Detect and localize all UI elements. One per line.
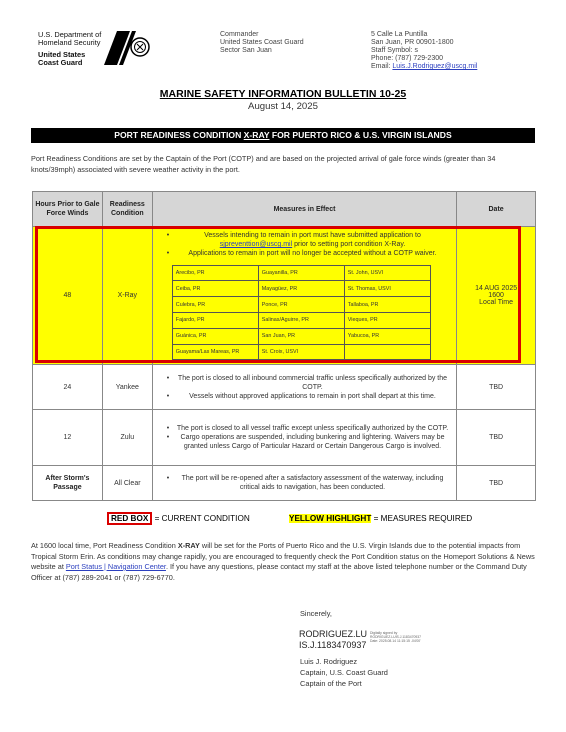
port-status-link[interactable]: Port Status | Navigation Center: [65, 562, 166, 571]
address-line-2: San Juan, PR 00901-1800: [371, 39, 454, 46]
closing-condition: X-RAY: [177, 541, 200, 550]
yankee-bullet-1: • The port is closed to all inbound commercial traffic unless specifically authorized by the COTP.: [175, 374, 450, 392]
address-line-1: 5 Calle La Puntilla: [371, 31, 428, 38]
email-line: [371, 63, 477, 71]
port-cell: St. Thomas, USVI: [344, 281, 430, 297]
banner-pre: PORT READINESS CONDITION: [114, 130, 244, 140]
yankee-condition: Yankee: [102, 365, 152, 410]
allclear-hours: After Storm's Passage: [33, 466, 103, 501]
xray-email-link[interactable]: sjpreventtion@uscg.mil: [219, 241, 293, 249]
intro-paragraph: Port Readiness Conditions are set by the Captain of the Port (COTP) and are based on the projected arrival of gale force winds (greater than 34 knots/39mph) associated with severe weather activity in the port.: [31, 154, 496, 174]
xray-bullet-1-post: prior to setting port condition X-Ray.: [292, 241, 406, 249]
digital-small-2: RODRIGUEZ.LUIS.J.1183470937: [370, 635, 422, 639]
table-row-allclear: [33, 466, 536, 501]
address-block: [371, 31, 477, 71]
header-hours: Hours Prior to Gale Force Winds: [33, 192, 103, 227]
closing-paragraph: [31, 541, 538, 583]
yankee-hours: 24: [33, 365, 103, 410]
signer-title-1: Captain, U.S. Coast Guard: [300, 668, 388, 677]
banner-condition: X-RAY: [243, 130, 270, 140]
port-cell: Culebra, PR: [172, 297, 258, 313]
zulu-date: TBD: [457, 410, 536, 466]
email-label: Email:: [371, 63, 391, 70]
command-line-1: Commander: [220, 31, 259, 38]
port-cell: Ceiba, PR: [172, 281, 258, 297]
condition-banner: [31, 128, 535, 143]
digital-small-1: Digitally signed by: [370, 631, 398, 635]
legend-red: [107, 514, 250, 523]
legend-red-text: = CURRENT CONDITION: [152, 514, 250, 523]
port-cell: Vieques, PR: [344, 313, 430, 329]
table-row-yankee: [33, 365, 536, 410]
agency-line-2: Homeland Security: [38, 38, 101, 48]
xray-date-line-3: Local Time: [479, 299, 514, 307]
coast-guard-logo-icon: [104, 31, 150, 65]
port-cell: Arecibo, PR: [172, 265, 258, 281]
xray-bullet-2: • Applications to remain in port will no longer be accepted without a COTP waiver.: [175, 249, 450, 258]
port-cell: Guayama/Las Mareas, PR: [172, 344, 258, 360]
yankee-date: TBD: [457, 365, 536, 410]
port-cell: St. John, USVI: [344, 265, 430, 281]
port-cell: Yabucoa, PR: [344, 328, 430, 344]
port-cell: St. Croix, USVI: [258, 344, 344, 360]
digital-small-3: Date: 2025.08.14 11:15:15 -04'00': [370, 639, 421, 643]
command-line-3: Sector San Juan: [220, 47, 272, 54]
port-cell: Salinas/Aguirre, PR: [258, 313, 344, 329]
legend-yellow-text: = MEASURES REQUIRED: [371, 514, 473, 523]
command-block: [220, 31, 304, 55]
command-line-2: United States Coast Guard: [220, 39, 304, 46]
allclear-bullet-1: • The port will be re-opened after a satisfactory assessment of the waterway, including critical aids to navigation, has been conducted.: [175, 474, 450, 492]
agency-line-1: U.S. Department of: [38, 30, 102, 39]
banner-post: FOR PUERTO RICO & U.S. VIRGIN ISLANDS: [269, 130, 452, 140]
xray-date-line-1: 14 AUG 2025: [475, 285, 518, 293]
port-cell: Tallaboa, PR: [344, 297, 430, 313]
yankee-measures: [152, 365, 456, 410]
legend-yellow-label: YELLOW HIGHLIGHT: [289, 514, 372, 523]
port-cell: San Juan, PR: [258, 328, 344, 344]
zulu-condition: Zulu: [102, 410, 152, 466]
email-link[interactable]: Luis.J.Rodriguez@uscg.mil: [392, 63, 478, 70]
current-condition-red-box: [35, 226, 521, 363]
digital-signature: [299, 629, 367, 651]
xray-condition: X-Ray: [102, 227, 152, 365]
agency-line-4: Coast Guard: [38, 57, 83, 67]
address-line-4: Phone: (787) 729-2300: [371, 55, 443, 62]
table-row-zulu: [33, 410, 536, 466]
xray-bullet-1-pre: Vessels intending to remain in port must have submitted application to: [204, 232, 421, 239]
header-condition: Readiness Condition: [102, 192, 152, 227]
allclear-date: TBD: [457, 466, 536, 501]
signer-title-2: Captain of the Port: [300, 679, 362, 688]
yankee-bullet-2: • Vessels without approved applications to remain in port shall depart at this time.: [175, 392, 450, 401]
legend-red-label: RED BOX: [107, 512, 152, 525]
xray-hours: 48: [33, 227, 103, 365]
agency-block: [38, 31, 101, 67]
allclear-measures: [152, 466, 456, 501]
header-date: Date: [457, 192, 536, 227]
port-cell: Mayagüez, PR: [258, 281, 344, 297]
digital-signature-line-2: IS.J.1183470937: [299, 640, 367, 650]
header-measures: Measures in Effect: [152, 192, 456, 227]
xray-date-line-2: 1600: [488, 292, 504, 300]
port-cell: Guayanilla, PR: [258, 265, 344, 281]
digital-signature-details: [370, 631, 421, 643]
port-cell: Guánica, PR: [172, 328, 258, 344]
table-header-row: [33, 192, 536, 227]
port-cell: Fajardo, PR: [172, 313, 258, 329]
legend-yellow: [289, 514, 472, 523]
agency-line-3: United States: [38, 49, 86, 59]
zulu-hours: 12: [33, 410, 103, 466]
closing-part-3: . If you have any questions, please contact my staff at the above listed telephone number or the Command Duty Officer at (787) 289-2041 or (787) 729-6770.: [31, 562, 527, 582]
zulu-measures: [152, 410, 456, 466]
signer-name: Luis J. Rodriguez: [300, 657, 358, 666]
bulletin-date: August 14, 2025: [248, 101, 318, 112]
bulletin-title: MARINE SAFETY INFORMATION BULLETIN 10-25: [159, 88, 407, 100]
closing-part-2: will be set for the Ports of Puerto Rico and the U.S. Virgin Islands due to the potential impacts from Tropical Storm Erin. As conditions may change rapidly, you are encouraged to frequently check the Port Condition status on the Homeport Solutions & News website at: [31, 541, 535, 571]
allclear-condition: All Clear: [102, 466, 152, 501]
zulu-bullet-2: • Cargo operations are suspended, including bunkering and lightering. Waivers may be granted unless Cargo of Particular Hazard or Certain Dangerous Cargo is involved.: [175, 433, 450, 451]
closing-part-1: At 1600 local time, Port Readiness Condition: [31, 541, 178, 550]
zulu-bullet-1: • The port is closed to all vessel traffic except unless specifically authorized by the COTP.: [175, 424, 450, 433]
address-line-3: Staff Symbol: s: [371, 47, 418, 54]
sincerely: Sincerely,: [300, 609, 332, 618]
port-cell: Ponce, PR: [258, 297, 344, 313]
digital-signature-line-1: RODRIGUEZ.LU: [299, 629, 368, 639]
